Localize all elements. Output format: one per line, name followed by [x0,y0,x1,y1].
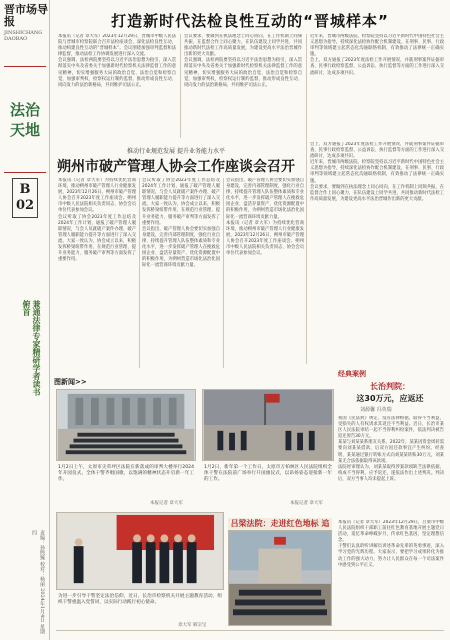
photo-caption-2: 1月2日，新年第一个工作日，太原市万柏林区人民法院组织全体干警在法院前广场举行升国旗仪式，以昂扬姿态迎接新一年的工作。 [204,465,332,483]
article2-paragraph: 会议指出，破产管理人协会要切实加强自身建设，完善内部管理制度，强化行业自律，持续提升管理人队伍整体素质和专业化水平，进一步发挥破产管理人在挽救危困企业、盘活存量资产、优化资源配置中的积极作用，为朔州营造市场化法治化国际化一流营商环境贡献力量。 [226,178,304,220]
article2-paragraph: 会议听取了协会2023年度工作总结及2024年工作计划，通报了破产管理人履职情况，与会人员就破产案件办理、破产管理人履职能力提升等方面进行了深入交流。大家一致认为，协会成立以来，积极发挥桥梁纽带作用，在规范行业管理、提升业务能力、服务破产审判等方面发挥了重要作用。 [58,214,136,263]
column-divider [139,178,140,368]
page-number: 02 [15,198,35,213]
photo-ceremony-building [56,389,196,461]
masthead-column [0,0,50,640]
main-headline: 打造新时代法检良性互动的“晋城样本” [111,12,389,30]
feature-paragraph: 本报讯（记者 章大军）2023年12月29日，吕梁市中级人民法院组织干部职工前往红色教育基地开展主题党日活动，追忆革命峥嵘岁月，传承红色基因，坚定理想信念。 [338,520,444,544]
case-subtitle: 长治判院： [370,382,410,391]
article2-paragraph: 会议听取了协会2023年度工作总结及2024年工作计划，通报了破产管理人履职情况，与会人员就破产案件办理、破产管理人履职能力提升等方面进行了深入交流。大家一致认为，协会成立以来，积极发挥桥梁纽带作用，在规范行业管理、提升业务能力、服务破产审判等方面发挥了重要作用。 [142,178,220,226]
case-paragraph: 法院经审理认为，刘某某取得涉案款项缺乏法律依据，构成不当得利，应予返还，遂依法作出上述判决。判决后，双方当事人均未提起上诉。 [338,464,444,482]
newspaper-logo [4,4,48,60]
photo-credit-3: 章大军 韩宗宝 [178,623,207,628]
article-right-col [310,142,444,364]
photo-image [57,513,223,589]
photo-caption-3: 为进一步引导干警坚定法治信仰，近日，长治市检察机关开展主题教育活动，组织干警重温入党誓词，以实际行动践行初心使命。 [58,594,222,606]
photo-image [229,531,331,625]
feature-paragraph: 干警们认真聆听讲解员讲述革命先辈的英勇事迹，深入学习党的光辉历程。大家表示，要把学习成果转化为推动工作的强大动力，努力让人民群众在每一个司法案件中感受到公平正义。 [338,544,444,568]
article1-paragraph: 会议强调，法检两院要坚持以习近平法治思想为指引，深入贯彻落实中央及省委关于加强新时代检察机关法律监督工作的意见精神，切实增强服务大局的政治自觉、法治自觉和检察自觉，加强审判权、检察权运行制约监督，推动形成良性互动、同向发力的法治新格局，共同维护司法公正。 [58,58,176,88]
article2-paragraph: 会议指出，破产管理人协会要切实加强自身建设，完善内部管理制度，强化行业自律，持续提升管理人队伍整体素质和专业化水平，进一步发挥破产管理人在挽救危困企业、盘活存量资产、优化资源配置中的积极作用，为朔州营造市场化法治化国际化一流营商环境贡献力量。 [142,226,220,269]
photo-image [203,390,333,460]
subhead-kicker: 推动行业规范发展 提升业务能力水平 [127,148,225,155]
column-divider [223,178,224,368]
section-rule [4,172,46,173]
case-byline: 刘源馨 冯英瑞 [360,407,392,413]
page-number-badge [12,178,38,218]
article2-col1 [58,178,136,368]
article2-paragraph: 本报讯（记者 章大军）为持续优化营商环境，推动朔州市破产管理人行业健康发展，2023年12月26日，朔州市破产管理人协会召开2023年度工作座谈会。朔州市中级人民法院相关负责同志、协会会员单位代表参加会议。 [226,220,304,257]
article2-col3 [226,178,304,368]
article1-col2 [184,34,302,138]
article1-col3 [310,34,444,138]
footer-rule [56,630,444,631]
photo-image [57,390,195,460]
case-body [338,416,444,516]
photo-oath-group [56,512,224,590]
masthead-rule [4,66,46,67]
article1-paragraph: 会议强调，法检两院要坚持以习近平法治思想为指引，深入贯彻落实中央及省委关于加强新时代检察机关法律监督工作的意见精神，切实增强服务大局的政治自觉、法治自觉和检察自觉，加强审判权、检察权运行制约监督，推动形成良性互动、同向发力的法治新格局，共同维护司法公正。 [184,58,302,88]
article1-col1 [58,34,176,138]
photo-flag-raising [202,389,334,461]
photo-credit-2: 本报记者 章大军 [290,501,323,506]
case-section-label: 经典案例 [338,370,366,378]
article-right-paragraph: 近年来，晋城市两级法院、检察院坚持以习近平新时代中国特色社会主义思想为指导，持续深化法检协作配合机制建设，在刑事、民事、行政审判等领域建立起常态化沟通联络机制，有效推动了法律统一正确实施。 [310,160,444,184]
section-name: 法治天地 [9,101,40,139]
case-title: 这30万元，应返还 [356,394,424,403]
article-right-paragraph: 会议要求，要做到在执法理念上同心同向，在工作机制上同频共振，在监督合作上同心聚力，在队伍建设上同学共进，共同推动新时代法检工作高质量发展，为建设更高水平法治晋城作出新的更大贡献。 [310,184,444,202]
feature-body [338,520,444,626]
article1-paragraph: 会议要求，要做到在执法理念上同心同向，在工作机制上同频共振，在监督合作上同心聚力，在队伍建设上同学共进，共同推动新时代法检工作高质量发展，为建设更高水平法治晋城作出新的更大贡献。 [184,34,302,58]
subhead-title: 朔州市破产管理人协会工作座谈会召开 [57,159,295,175]
case-paragraph: 某某与刘某某系朋友关系。2022年，某某因资金周转需要向刘某某借款，后双方因还款事宜产生纠纷。经查明，某某通过银行转账方式向刘某某转账30万元，刘某某无合法依据取得该款项。 [338,440,444,464]
photo-red-landmark [228,530,332,626]
feature-title: 吕梁法院：走进红色地标 追 [228,518,332,540]
article-right-paragraph: 近年来，晋城市两级法院、检察院坚持以习近平新时代中国特色社会主义思想为指导，持续深化法检协作配合机制建设，在刑事、民事、行政审判等领域建立起常态化沟通联络机制，有效推动了法律统一正确实施。 [310,34,444,58]
article1-paragraph: 本报讯（记者 章大军）2023年12月29日，晋城市中级人民法院与晋城市检察院联合召开法检座谈会，深化法检良性互动，推动构建良性互动的“晋城样本”。会议围绕加强审判监督和法律监督，推动法检工作协调发展进行深入交流。 [58,34,176,58]
vertical-ad-slogan: 兼通法律专家精研学者读书俯首 [22,300,42,396]
column-divider [306,34,307,364]
logo-subtext: JINSHICHANG DAOBAO [4,30,43,42]
photo-credit-1: 本报记者 章大军 [150,501,183,506]
photo-caption-1: 1月2日上午，太原市尖草坪区法院在新落成的审判大楼举行2024年开园仪式，全体干警齐唱国歌，以饱满的精神状态开启新一年工作。 [58,465,194,483]
page-credits: 责编：孙煦臻 校对：杨丽 2024年1月4日 星期四 [31,530,45,634]
article-right-paragraph: 会上，双方通报了2023年度法检工作开展情况，并就刑事案件证据审查、民事行政检察监督、公益诉讼、执行监督等方面的工作进行深入交流研讨，达成多项共识。 [310,58,444,76]
article-right-paragraph: 会上，双方通报了2023年度法检工作开展情况，并就刑事案件证据审查、民事行政检察监督、公益诉讼、执行监督等方面的工作进行深入交流研讨，达成多项共识。 [310,142,444,160]
page-letter: B [19,182,31,197]
column-divider [180,34,181,138]
logo-text: 晋市场导报 [4,3,48,28]
article2-paragraph: 本报讯（记者 章大军）为持续优化营商环境，推动朔州市破产管理人行业健康发展，2023年12月26日，朔州市破产管理人协会召开2023年度工作座谈会。朔州市中级人民法院相关负责同志、协会会员单位代表参加会议。 [58,178,136,214]
case-paragraph: 我国《民法典》规定，没有法律根据，取得不当利益，受损失的人有权请求其返还不当利益。近日，长治市某区人民法院审结一起不当得利纠纷案件，依法判决被告返还原告30万元。 [338,416,444,440]
article2-col2 [142,178,220,368]
photo-news-label: 图新闻>> [54,378,87,386]
